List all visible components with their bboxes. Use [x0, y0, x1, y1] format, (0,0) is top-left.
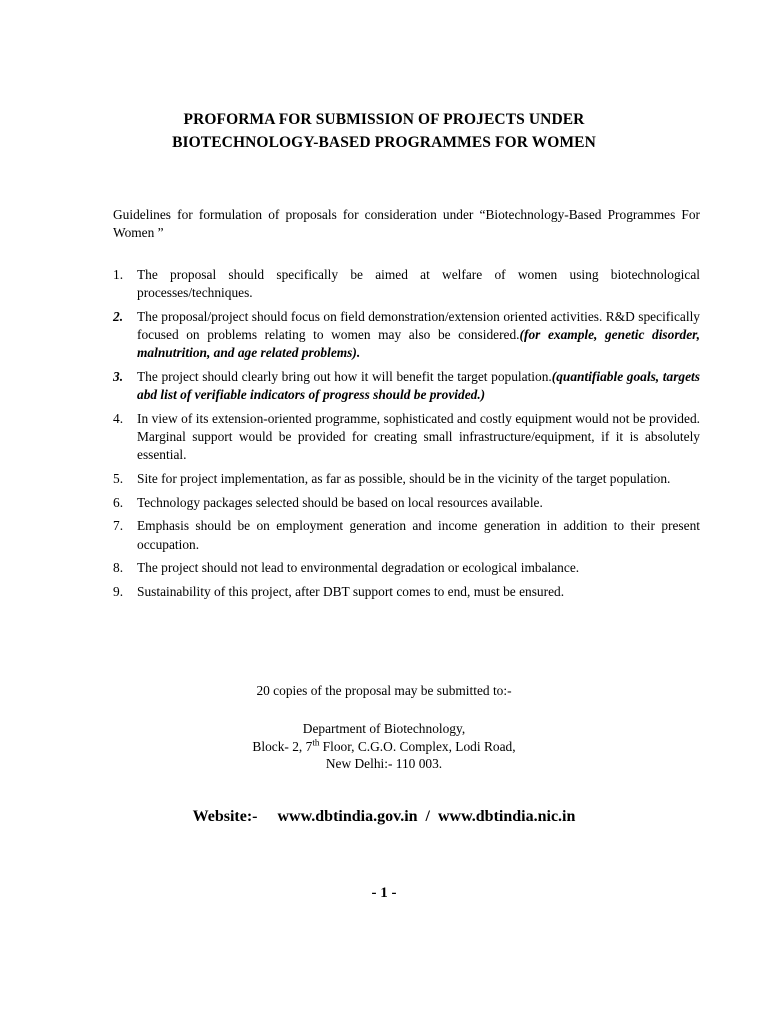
- item-number: 6.: [113, 494, 124, 510]
- guideline-list: [113, 266, 700, 607]
- document-title: [0, 108, 768, 154]
- website-line: [0, 808, 768, 826]
- guidelines-intro: Guidelines for formulation of proposals for consideration under “Biotechnology-Based Programmes For Women ”: [113, 207, 700, 240]
- item-text: In view of its extension-oriented programme, sophisticated and costly equipment would not be provided. Marginal support would be provided for creating small infrastructure/equipment, if it is absolutely essential.: [137, 410, 700, 463]
- list-item: [113, 470, 700, 488]
- website-separator: /: [425, 808, 430, 825]
- item-text: The proposal should specifically be aimed at welfare of women using biotechnological processes/techniques.: [137, 267, 700, 301]
- submission-copies-note: 20 copies of the proposal may be submitted to:-: [256, 683, 512, 698]
- page-number: - 1 -: [371, 885, 397, 901]
- item-text: The project should clearly bring out how it will benefit the target population.: [137, 369, 552, 385]
- item-emphasis: (quantifiable goals, targets abd list of verifiable indicators of progress should be provided.): [137, 369, 700, 403]
- item-text: Site for project implementation, as far as possible, should be in the vicinity of the target population.: [137, 471, 671, 487]
- list-item: [113, 517, 700, 553]
- title-line-1: PROFORMA FOR SUBMISSION OF PROJECTS UNDER: [183, 111, 585, 128]
- item-text: Emphasis should be on employment generation and income generation in addition to their present occupation.: [137, 518, 700, 552]
- item-text: The project should not lead to environmental degradation or ecological imbalance.: [137, 560, 580, 576]
- list-item: [113, 559, 700, 577]
- ordinal-suffix: th: [312, 737, 320, 748]
- item-text: The proposal/project should focus on field demonstration/extension oriented activities. R&D specifically focused on problems relating to women may also be considered.: [137, 308, 700, 343]
- item-emphasis: (for example, genetic disorder, malnutrition, and age related problems).: [137, 327, 700, 361]
- submission-address: [0, 720, 768, 773]
- item-number: 9.: [113, 584, 124, 600]
- item-number: 4.: [113, 410, 124, 426]
- website-link-nic[interactable]: www.dbtindia.nic.in: [438, 808, 576, 825]
- department-name: Department of Biotechnology,: [302, 721, 466, 736]
- list-item: [113, 368, 700, 404]
- item-number: 3.: [113, 369, 124, 385]
- website-link-gov[interactable]: www.dbtindia.gov.in: [277, 808, 418, 825]
- city-line: New Delhi:- 110 003.: [325, 756, 443, 771]
- website-label: Website:-: [192, 808, 258, 825]
- address-line-start: Block- 2, 7: [252, 738, 313, 754]
- item-number: 1.: [113, 267, 124, 282]
- item-number: 7.: [113, 518, 124, 534]
- title-line-2: BIOTECHNOLOGY-BASED PROGRAMMES FOR WOMEN: [172, 134, 596, 151]
- list-item: [113, 583, 700, 601]
- item-number: 5.: [113, 471, 124, 487]
- list-item: [113, 266, 700, 302]
- item-number: 2.: [113, 308, 124, 324]
- address-line-end: Floor, C.G.O. Complex, Lodi Road,: [319, 738, 516, 754]
- item-text: Sustainability of this project, after DBT support comes to end, must be ensured.: [137, 584, 565, 600]
- item-number: 8.: [113, 560, 124, 576]
- list-item: [113, 410, 700, 465]
- list-item: [113, 308, 700, 363]
- address-line: [0, 738, 768, 756]
- item-text: Technology packages selected should be based on local resources available.: [137, 494, 543, 510]
- list-item: [113, 494, 700, 512]
